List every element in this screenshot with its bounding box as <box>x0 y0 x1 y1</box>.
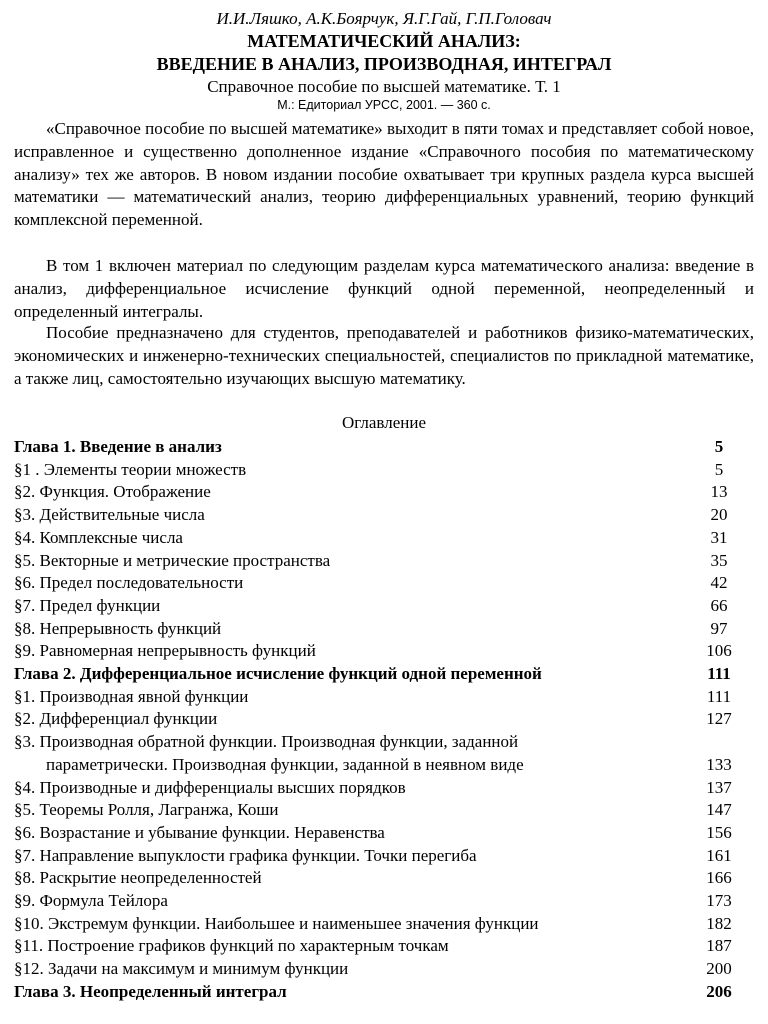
toc-page-number: 133 <box>706 754 732 774</box>
toc-entry-text: §10. Экстремум функции. Наибольшее и наименьшее значения функции <box>14 913 539 933</box>
authors: И.И.Ляшко, А.К.Боярчук, Я.Г.Гай, Г.П.Головач <box>216 9 552 28</box>
toc-entry-text: §7. Направление выпуклости графика функции. Точки перегиба <box>14 845 477 865</box>
toc-entry-text: §9. Равномерная непрерывность функций <box>14 641 316 661</box>
description-paragraph-3: Пособие предназначено для студентов, преподавателей и работников физико-математических, экономических и инженерно-технических специальностей, специалистов по прикладной математике, а также лиц, самостоятельно изучающих высшую математику. <box>14 323 754 388</box>
toc-page-number: 166 <box>706 868 732 888</box>
toc-chapter-row <box>14 663 754 686</box>
publication-info: М.: Едиториал УРСС, 2001. — 360 с. <box>277 98 491 112</box>
toc-page-number: 5 <box>714 459 724 479</box>
toc-section-row <box>14 618 754 641</box>
toc-section-row <box>14 504 754 527</box>
toc-entry-text: §8. Непрерывность функций <box>14 618 222 638</box>
toc-title: Оглавление <box>342 413 426 432</box>
toc-section-row <box>14 550 754 573</box>
toc-entry-title <box>14 731 684 776</box>
toc-entry-text: §12. Задачи на максимум и минимум функции <box>14 959 349 979</box>
toc-entry-title <box>14 913 684 936</box>
toc-entry-title <box>14 459 684 482</box>
toc-entry-text: §7. Предел функции <box>14 595 161 615</box>
toc-section-row <box>14 572 754 595</box>
toc-entry-title <box>14 572 684 595</box>
toc-page-number: 147 <box>706 800 732 820</box>
toc-entry-title <box>14 935 684 958</box>
toc-entry-title <box>14 845 684 868</box>
toc-entry-title <box>14 867 684 890</box>
toc-page-number: 200 <box>706 959 732 979</box>
toc-entry-title <box>14 822 684 845</box>
toc-page-number: 156 <box>706 822 732 842</box>
toc-page-number: 182 <box>706 913 732 933</box>
toc-page-number: 5 <box>714 437 724 456</box>
toc-entry-title <box>14 640 684 663</box>
toc-section-row <box>14 527 754 550</box>
toc-page-number: 111 <box>706 686 732 706</box>
toc-entry-title <box>14 550 684 573</box>
toc-entry-text: Глава 2. Дифференциальное исчисление функций одной переменной <box>14 664 542 684</box>
toc-entry-text: Глава 1. Введение в анализ <box>14 437 222 456</box>
toc-entry-text: §6. Предел последовательности <box>14 573 244 593</box>
toc-section-row <box>14 799 754 822</box>
toc-section-row <box>14 867 754 890</box>
toc-page-number: 173 <box>706 891 732 911</box>
toc-entry-text: §1. Производная явной функции <box>14 686 249 706</box>
toc-entry-text: §6. Возрастание и убывание функции. Неравенства <box>14 822 385 842</box>
toc-entry-title <box>14 890 684 913</box>
toc-entry-text: §2. Функция. Отображение <box>14 482 211 502</box>
toc-entry-title <box>14 799 684 822</box>
toc-entry-continuation: параметрически. Производная функции, заданной в неявном виде <box>46 754 524 774</box>
toc-page-number: 20 <box>710 505 728 525</box>
table-of-contents <box>14 436 754 1004</box>
toc-entry-text: §8. Раскрытие неопределенностей <box>14 868 262 888</box>
toc-section-row <box>14 686 754 709</box>
description-paragraph-1: «Справочное пособие по высшей математике» выходит в пяти томах и представляет собой новое, исправленное и существенно дополненное издание «Справочного пособия по математическому анализу» тех же авторов. В новом издании пособие охватывает три крупных раздела курса высшей математики — математический анализ, теорию дифференциальных уравнений, теорию функций комплексной переменной. <box>14 119 754 230</box>
toc-section-row <box>14 935 754 958</box>
toc-page-number: 206 <box>706 981 732 1001</box>
toc-page-number: 127 <box>706 709 732 729</box>
toc-entry-title <box>14 708 684 731</box>
toc-page-number: 35 <box>710 550 728 570</box>
toc-page-number: 66 <box>710 595 728 615</box>
toc-entry-title <box>14 436 684 459</box>
toc-page-number: 42 <box>710 573 728 593</box>
toc-entry-title <box>14 504 684 527</box>
toc-chapter-row <box>14 981 754 1004</box>
toc-page-number: 187 <box>706 936 732 956</box>
toc-page-number: 161 <box>706 845 732 865</box>
toc-entry-text: §5. Теоремы Ролля, Лагранжа, Коши <box>14 800 279 820</box>
toc-entry-title <box>14 618 684 641</box>
toc-page-number: 97 <box>710 618 728 638</box>
toc-section-row <box>14 822 754 845</box>
toc-section-row <box>14 595 754 618</box>
toc-entry-text: §11. Построение графиков функций по характерным точкам <box>14 936 449 956</box>
toc-page-number: 31 <box>710 527 728 547</box>
toc-section-row <box>14 640 754 663</box>
toc-page-number: 106 <box>706 641 732 661</box>
toc-entry-title <box>14 777 684 800</box>
toc-chapter-row <box>14 436 754 459</box>
book-title-line-1: МАТЕМАТИЧЕСКИЙ АНАЛИЗ: <box>247 31 521 51</box>
book-subtitle: Справочное пособие по высшей математике. Т. 1 <box>207 77 561 96</box>
toc-entry-text: §5. Векторные и метрические пространства <box>14 550 331 570</box>
toc-entry-title <box>14 527 684 550</box>
toc-entry-text: §4. Производные и дифференциалы высших порядков <box>14 777 406 797</box>
toc-section-row <box>14 708 754 731</box>
toc-entry-text: §3. Производная обратной функции. Производная функции, заданной <box>14 732 519 752</box>
toc-section-row <box>14 459 754 482</box>
toc-page-number: 111 <box>707 664 731 684</box>
toc-entry-text: §4. Комплексные числа <box>14 527 183 547</box>
description-paragraph-2: В том 1 включен материал по следующим разделам курса математического анализа: введение в анализ, дифференциальное исчисление функций одной переменной, неопределенный и определенный интегралы. <box>14 256 754 321</box>
toc-entry-title <box>14 663 684 686</box>
toc-entry-text: §3. Действительные числа <box>14 505 205 525</box>
book-title-line-2: ВВЕДЕНИЕ В АНАЛИЗ, ПРОИЗВОДНАЯ, ИНТЕГРАЛ <box>156 54 612 74</box>
toc-entry-title <box>14 981 684 1004</box>
toc-section-row <box>14 845 754 868</box>
toc-section-row <box>14 913 754 936</box>
toc-entry-text: §1 . Элементы теории множеств <box>14 459 247 479</box>
toc-page-number: 137 <box>706 777 732 797</box>
toc-entry-title <box>14 686 684 709</box>
toc-entry-title <box>14 958 684 981</box>
toc-section-row <box>14 777 754 800</box>
toc-section-row <box>14 890 754 913</box>
toc-entry-title <box>14 481 684 504</box>
toc-entry-title <box>14 595 684 618</box>
toc-section-row <box>14 481 754 504</box>
toc-page-number: 13 <box>710 482 728 502</box>
toc-entry-text: Глава 3. Неопределенный интеграл <box>14 981 287 1001</box>
toc-section-row <box>14 958 754 981</box>
toc-entry-text: §9. Формула Тейлора <box>14 891 168 911</box>
toc-entry-text: §2. Дифференциал функции <box>14 709 218 729</box>
toc-section-row <box>14 731 754 776</box>
